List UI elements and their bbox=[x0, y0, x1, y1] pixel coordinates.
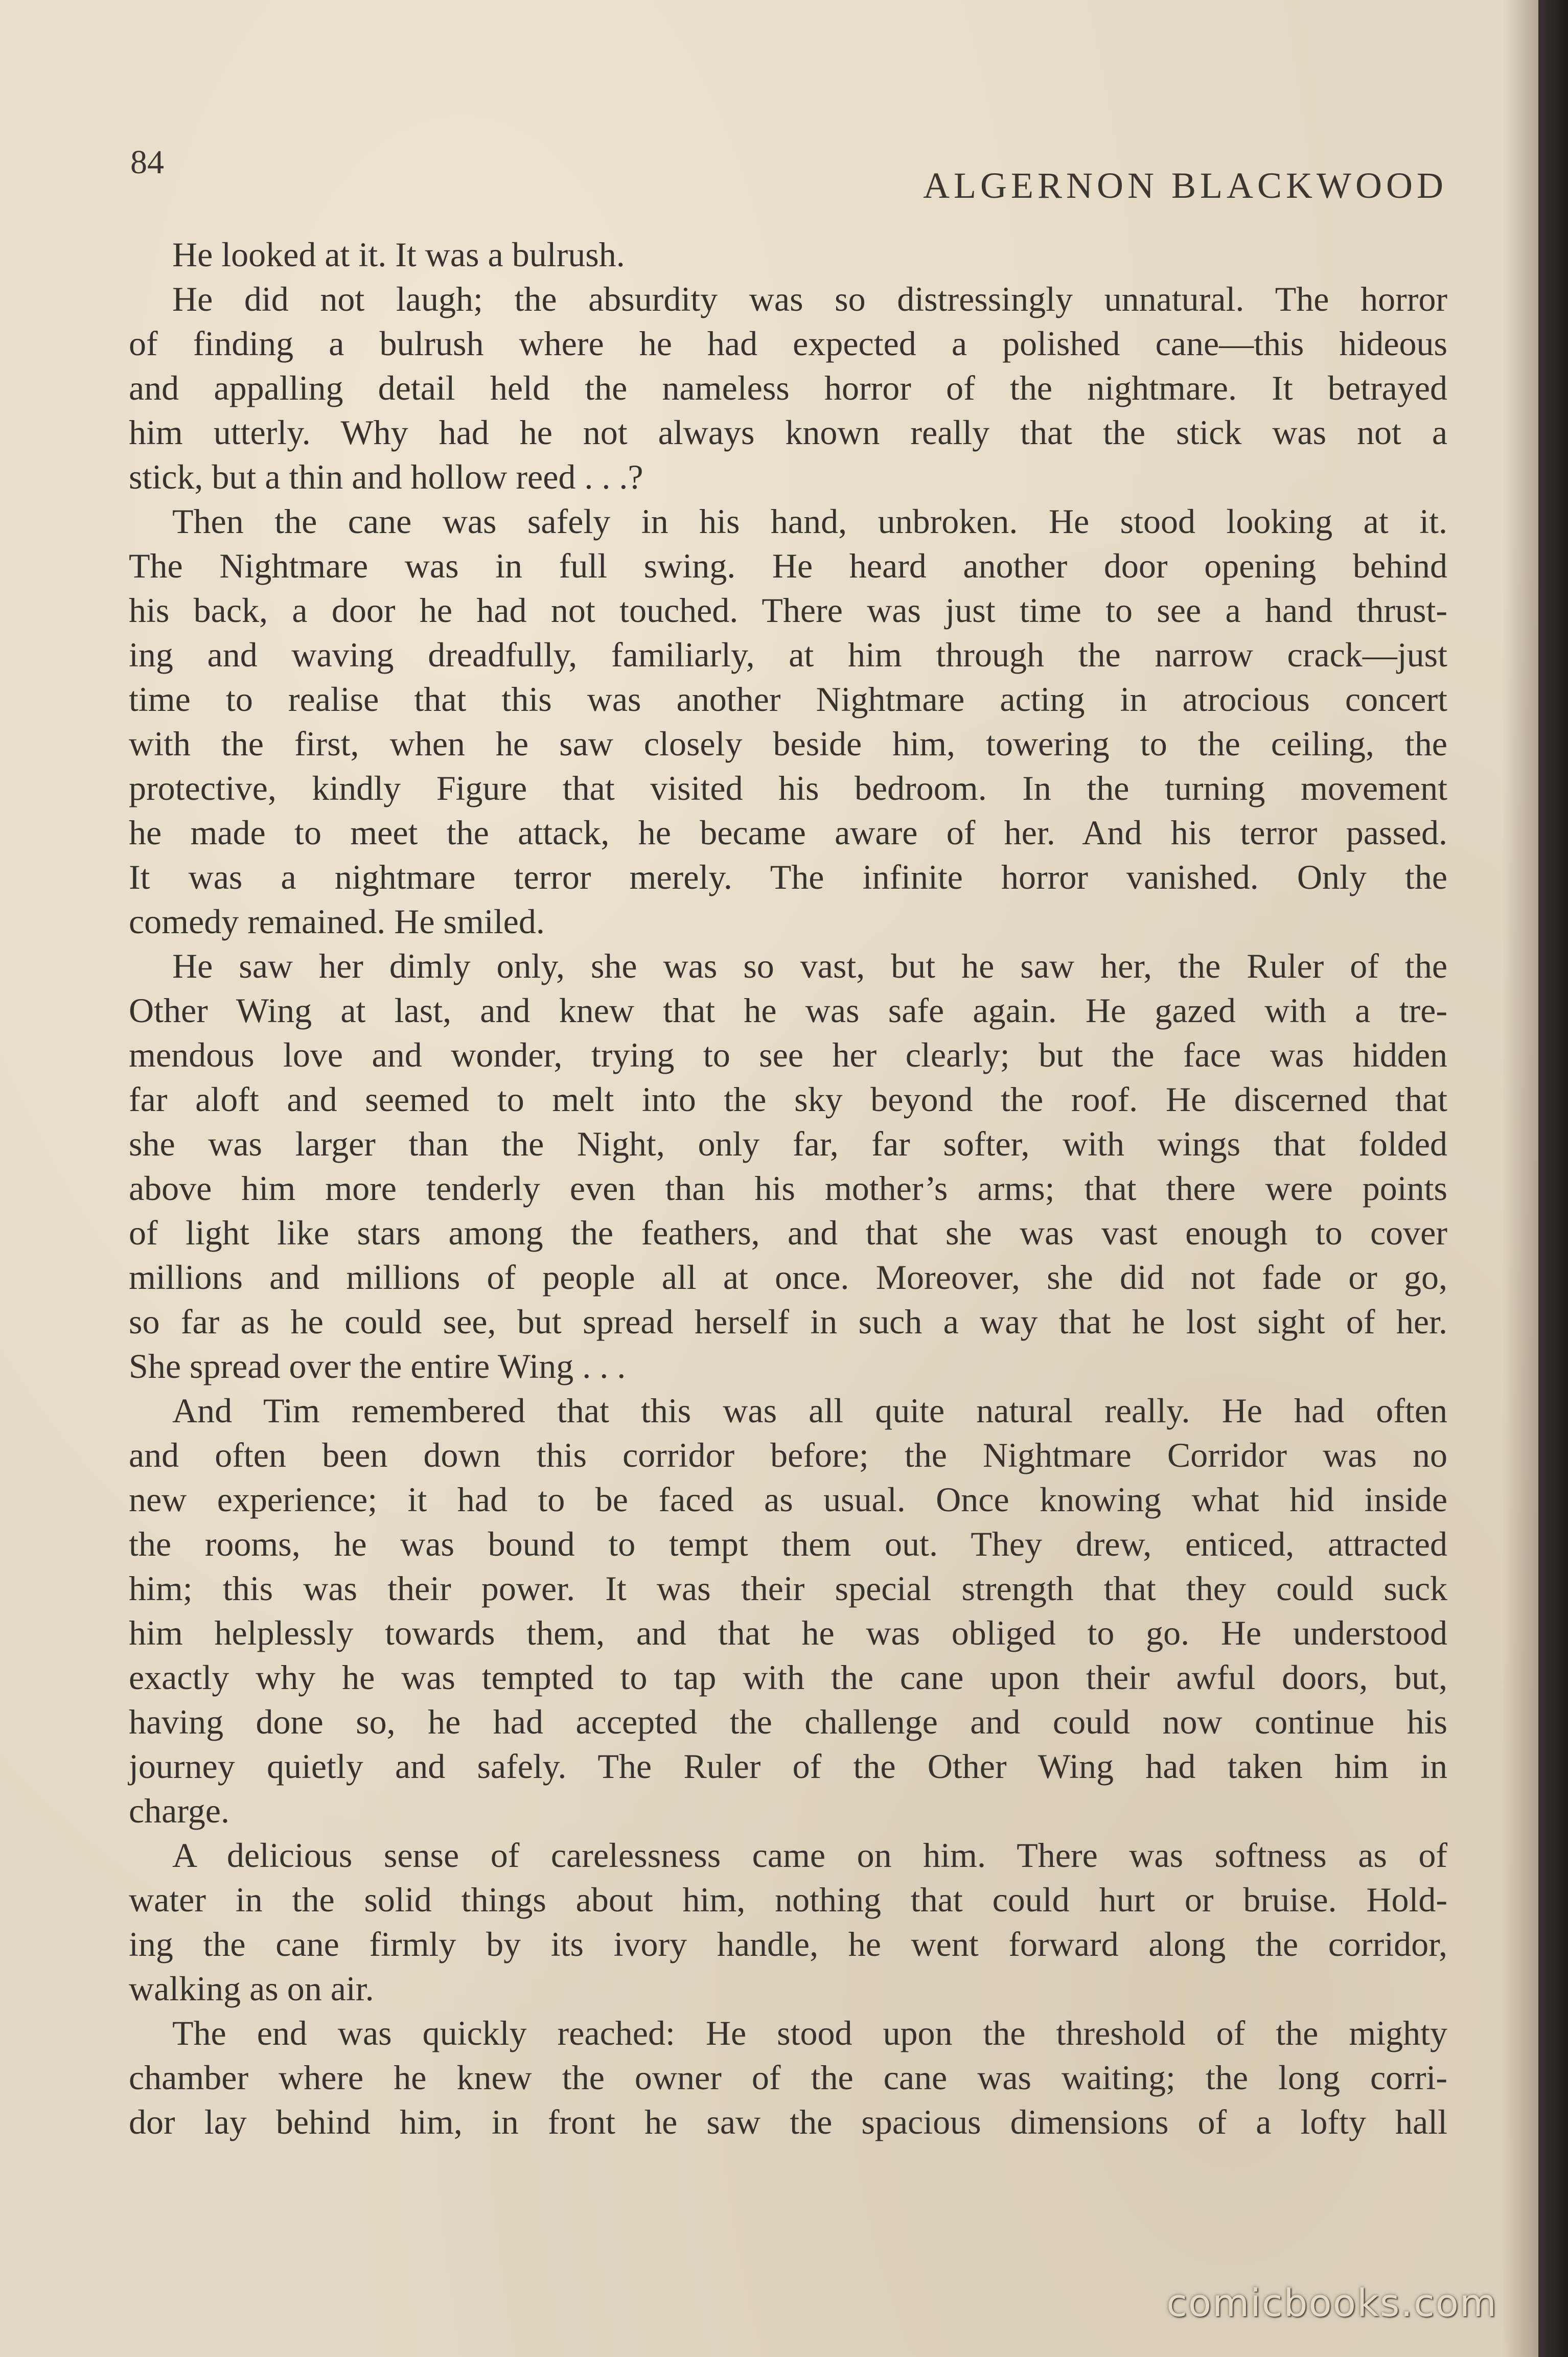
text-line: mendous love and wonder, trying to see her clearly; but the face was hidden bbox=[129, 1035, 1447, 1074]
text-line: walking as on air. bbox=[129, 1969, 374, 2008]
text-line: above him more tenderly even than his mother’s arms; that there were points bbox=[129, 1169, 1447, 1208]
text-line: she was larger than the Night, only far, far softer, with wings that folded bbox=[129, 1124, 1447, 1163]
text-line: He looked at it. It was a bulrush. bbox=[172, 235, 625, 274]
running-head: ALGERNON BLACKWOOD bbox=[923, 165, 1447, 206]
text-line: water in the solid things about him, nothing that could hurt or bruise. Hold- bbox=[129, 1880, 1447, 1919]
body-text bbox=[129, 233, 1447, 2144]
text-line: he made to meet the attack, he became aware of her. And his terror passed. bbox=[129, 813, 1447, 852]
text-line: millions and millions of people all at once. Moreover, she did not fade or go, bbox=[129, 1258, 1447, 1297]
text-line: his back, a door he had not touched. There was just time to see a hand thrust- bbox=[129, 591, 1447, 630]
page-edge-shadow bbox=[1503, 0, 1538, 2357]
text-line: so far as he could see, but spread herself in such a way that he lost sight of her. bbox=[129, 1302, 1447, 1341]
text-line: It was a nightmare terror merely. The infinite horror vanished. Only the bbox=[129, 858, 1447, 896]
text-line: He did not laugh; the absurdity was so distressingly unnatural. The horror bbox=[172, 280, 1447, 318]
text-line: new experience; it had to be faced as usual. Once knowing what hid inside bbox=[129, 1480, 1447, 1519]
text-line: the rooms, he was bound to tempt them out. They drew, enticed, attracted bbox=[129, 1524, 1447, 1563]
text-line: protective, kindly Figure that visited his bedroom. In the turning movement bbox=[129, 769, 1447, 807]
text-line: with the first, when he saw closely beside him, towering to the ceiling, the bbox=[129, 724, 1447, 763]
text-line: journey quietly and safely. The Ruler of the Other Wing had taken him in bbox=[129, 1747, 1447, 1786]
text-line: He saw her dimly only, she was so vast, but he saw her, the Ruler of the bbox=[172, 946, 1447, 985]
text-line: him utterly. Why had he not always known really that the stick was not a bbox=[129, 413, 1447, 452]
text-line: And Tim remembered that this was all quite natural really. He had often bbox=[172, 1391, 1447, 1430]
text-line: ing the cane firmly by its ivory handle, he went forward along the corridor, bbox=[129, 1925, 1447, 1963]
text-line: stick, but a thin and hollow reed . . .? bbox=[129, 457, 643, 496]
text-line: The Nightmare was in full swing. He heard another door opening behind bbox=[129, 546, 1447, 585]
text-line: A delicious sense of carelessness came on him. There was softness as of bbox=[172, 1836, 1447, 1875]
text-line: having done so, he had accepted the challenge and could now continue his bbox=[129, 1702, 1447, 1741]
text-line: Then the cane was safely in his hand, unbroken. He stood looking at it. bbox=[172, 502, 1447, 541]
text-line: exactly why he was tempted to tap with the cane upon their awful doors, but, bbox=[129, 1658, 1447, 1697]
text-line: far aloft and seemed to melt into the sky beyond the roof. He discerned that bbox=[129, 1080, 1447, 1119]
page-number: 84 bbox=[130, 144, 164, 181]
text-line: Other Wing at last, and knew that he was safe again. He gazed with a tre- bbox=[129, 991, 1447, 1030]
text-line: ing and waving dreadfully, familiarly, at him through the narrow crack—just bbox=[129, 635, 1447, 674]
text-line: chamber where he knew the owner of the cane was waiting; the long corri- bbox=[129, 2058, 1447, 2097]
text-line: and appalling detail held the nameless horror of the nightmare. It betrayed bbox=[129, 368, 1447, 407]
text-line: comedy remained. He smiled. bbox=[129, 902, 545, 941]
text-line: dor lay behind him, in front he saw the spacious dimensions of a lofty hall bbox=[129, 2102, 1447, 2141]
text-line: and often been down this corridor before; the Nightmare Corridor was no bbox=[129, 1436, 1447, 1474]
book-spine bbox=[1538, 0, 1568, 2357]
text-line: charge. bbox=[129, 1791, 229, 1830]
text-line: She spread over the entire Wing . . . bbox=[129, 1347, 626, 1385]
text-line: of finding a bulrush where he had expected a polished cane—this hideous bbox=[129, 324, 1447, 363]
text-line: of light like stars among the feathers, and that she was vast enough to cover bbox=[129, 1213, 1447, 1252]
text-line: him; this was their power. It was their special strength that they could suck bbox=[129, 1569, 1447, 1608]
watermark-logo: comicbooks.com bbox=[1166, 2281, 1497, 2325]
text-line: him helplessly towards them, and that he was obliged to go. He understood bbox=[129, 1613, 1447, 1652]
text-line: time to realise that this was another Nightmare acting in atrocious concert bbox=[129, 680, 1447, 719]
text-line: The end was quickly reached: He stood upon the threshold of the mighty bbox=[172, 2014, 1447, 2052]
